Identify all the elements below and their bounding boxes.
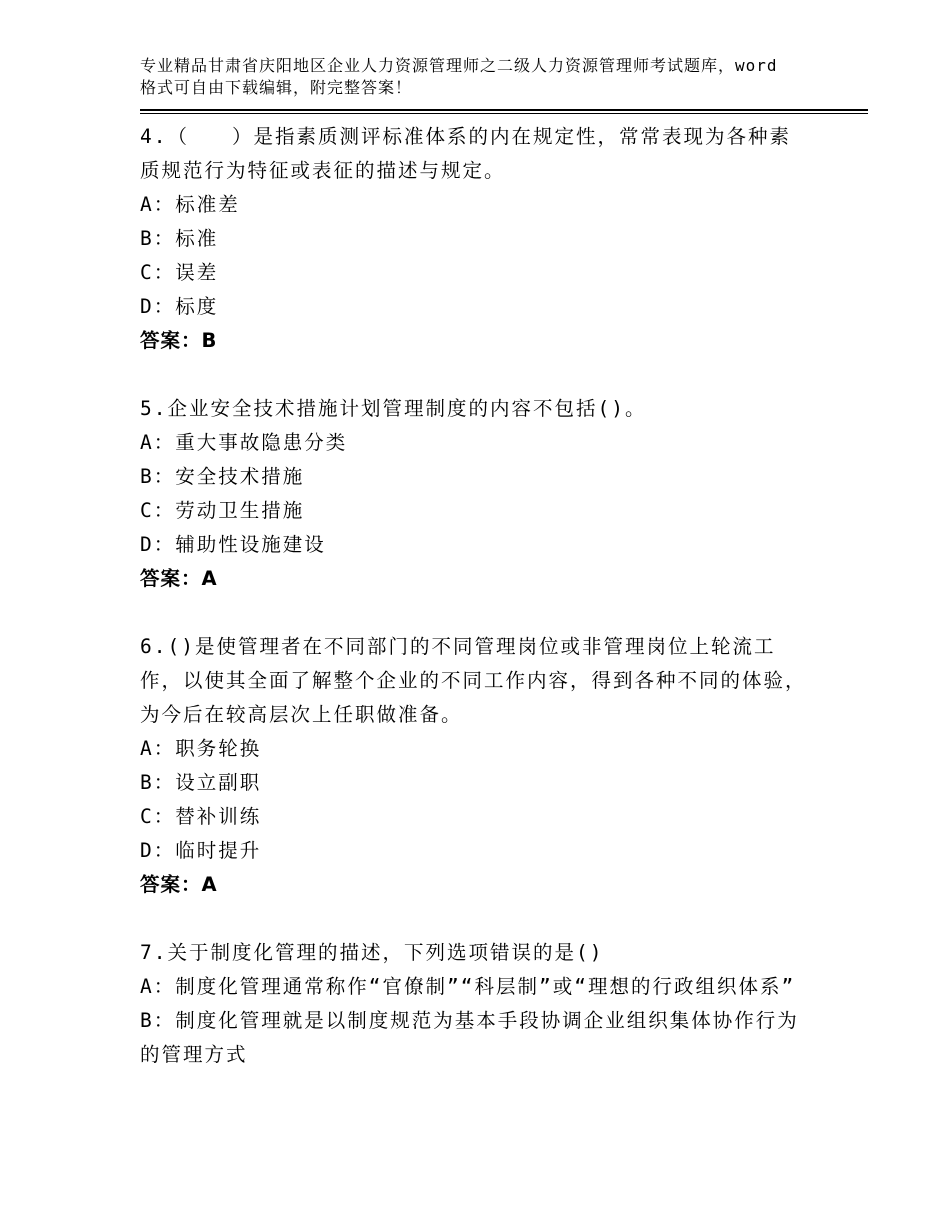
question-4 — [140, 120, 880, 358]
option-d: D：标度 — [140, 295, 219, 318]
question-7 — [140, 936, 880, 1072]
question-stem: 7.关于制度化管理的描述，下列选项错误的是() — [140, 941, 604, 964]
answer-label: 答案：A — [140, 873, 218, 896]
document-page — [140, 55, 880, 1106]
option-d: D：辅助性设施建设 — [140, 533, 326, 556]
option-c: C：劳动卫生措施 — [140, 499, 305, 522]
document-header: 专业精品甘肃省庆阳地区企业人力资源管理师之二级人力资源管理师考试题库，word格式可自由下载编辑，附完整答案！ — [140, 56, 778, 97]
option-d: D：临时提升 — [140, 839, 262, 862]
option-a: A：标准差 — [140, 193, 240, 216]
question-6 — [140, 630, 880, 902]
option-a: A：重大事故隐患分类 — [140, 431, 348, 454]
option-c: C：误差 — [140, 261, 219, 284]
option-b: B：设立副职 — [140, 771, 262, 794]
option-b: B：制度化管理就是以制度规范为基本手段协调企业组织集体协作行为的管理方式 — [140, 1009, 799, 1066]
question-stem: 4.（ ）是指素质测评标准体系的内在规定性，常常表现为各种素质规范行为特征或表征的描述与规定。 — [140, 125, 791, 182]
answer-label: 答案：A — [140, 567, 218, 590]
option-c: C：替补训练 — [140, 805, 262, 828]
option-b: B：安全技术措施 — [140, 465, 305, 488]
answer-label: 答案：B — [140, 329, 218, 352]
question-5 — [140, 392, 880, 596]
option-a: A：职务轮换 — [140, 737, 262, 760]
option-b: B：标准 — [140, 227, 219, 250]
option-a: A：制度化管理通常称作“官僚制”“科层制”或“理想的行政组织体系” — [140, 975, 796, 998]
question-stem: 6.()是使管理者在不同部门的不同管理岗位或非管理岗位上轮流工作，以使其全面了解整个企业的不同工作内容，得到各种不同的体验，为今后在较高层次上任职做准备。 — [140, 635, 807, 726]
question-stem: 5.企业安全技术措施计划管理制度的内容不包括()。 — [140, 397, 647, 420]
